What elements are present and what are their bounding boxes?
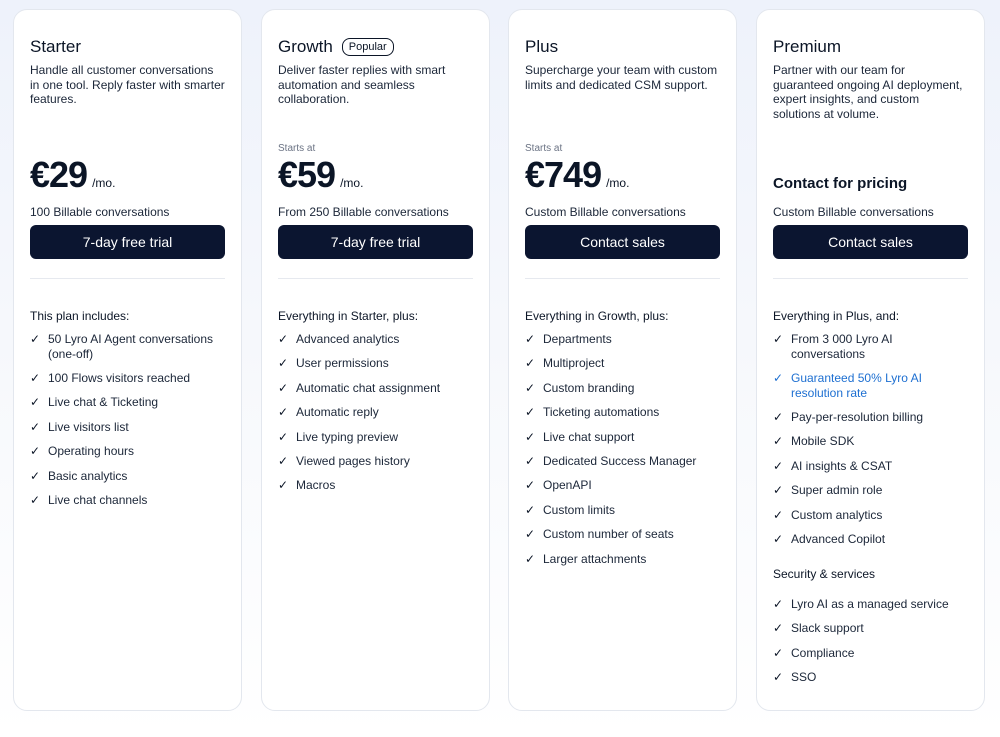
feature-item [773,646,968,661]
billable-conversations: From 250 Billable conversations [278,205,449,219]
feature-text: Advanced analytics [296,332,400,346]
check-icon: ✓ [278,405,289,420]
check-icon: ✓ [30,468,41,483]
feature-item [773,483,968,498]
check-icon: ✓ [773,507,784,522]
feature-text: Custom number of seats [543,527,674,542]
feature-text: Operating hours [48,444,135,459]
plan-name [278,37,394,57]
security-heading: Security & services [773,567,876,581]
check-icon: ✓ [525,453,536,468]
check-icon: ✓ [773,370,784,385]
feature-text: Mobile SDK [791,434,855,449]
feature-item [525,527,720,542]
feature-item [773,459,968,474]
feature-text: Lyro AI as a managed service [791,597,949,611]
feature-text: Guaranteed 50% Lyro AI resolution rate [791,370,922,400]
check-icon: ✓ [30,395,41,410]
feature-text: Basic analytics [48,468,128,483]
check-icon: ✓ [30,370,41,385]
check-icon: ✓ [278,453,289,468]
billable-conversations: Custom Billable conversations [773,205,934,219]
feature-item [773,434,968,449]
free-trial-button[interactable]: 7-day free trial [30,225,225,259]
price-amount: €29 [30,154,88,195]
check-icon: ✓ [773,332,784,346]
check-icon: ✓ [525,356,536,371]
feature-item [525,430,720,445]
contact-sales-button[interactable]: Contact sales [773,225,968,259]
feature-item [30,395,225,410]
check-icon: ✓ [525,478,536,493]
feature-text: Custom branding [543,380,635,395]
feature-item [773,508,968,523]
feature-text: Ticketing automations [543,405,660,420]
feature-item [773,621,968,636]
feature-item-highlighted [773,371,968,400]
check-icon: ✓ [773,409,784,424]
features-heading: Everything in Starter, plus: [278,309,419,323]
feature-item [773,532,968,547]
check-icon: ✓ [525,429,536,444]
feature-text: Live chat support [543,429,635,444]
check-icon: ✓ [30,444,41,459]
feature-item [30,444,225,459]
starts-at-label: Starts at [525,143,563,154]
feature-item [525,405,720,420]
feature-text: Macros [296,478,336,493]
feature-text: OpenAPI [543,478,592,493]
feature-item [30,371,225,386]
plan-card-premium [756,9,985,711]
divider [278,278,473,279]
plan-title: Premium [773,37,842,56]
feature-list [278,332,473,503]
divider [525,278,720,279]
billable-conversations: 100 Billable conversations [30,205,170,219]
feature-item [278,478,473,493]
feature-text: AI insights & CSAT [791,458,893,473]
contact-for-pricing: Contact for pricing [773,175,908,192]
billable-conversations: Custom Billable conversations [525,205,686,219]
check-icon: ✓ [773,670,784,685]
feature-item [30,469,225,484]
plan-card-starter [13,9,242,711]
starts-at-label: Starts at [278,143,316,154]
feature-text: Multiproject [543,356,605,371]
feature-item [525,381,720,396]
plan-description: Handle all customer conversations in one tool. Reply faster with smarter features. [30,63,225,107]
feature-text: Live visitors list [48,419,129,434]
feature-list [30,332,225,517]
features-heading: Everything in Growth, plus: [525,309,669,323]
check-icon: ✓ [525,527,536,542]
feature-text: Automatic chat assignment [296,380,441,395]
price-period: /mo. [606,176,630,190]
feature-text: Departments [543,332,612,346]
check-icon: ✓ [525,332,536,346]
check-icon: ✓ [525,405,536,420]
feature-item [278,332,473,347]
feature-item [773,670,968,685]
feature-text: User permissions [296,356,389,371]
feature-item [278,430,473,445]
divider [30,278,225,279]
feature-item [278,356,473,371]
feature-text: Slack support [791,621,864,636]
plan-description: Deliver faster replies with smart automation and seamless collaboration. [278,63,446,107]
contact-sales-button[interactable]: Contact sales [525,225,720,259]
plan-price [525,156,629,194]
check-icon: ✓ [278,356,289,371]
feature-list [525,332,720,576]
check-icon: ✓ [278,478,289,493]
feature-text: Pay-per-resolution billing [791,409,924,424]
feature-text: Dedicated Success Manager [543,453,697,468]
check-icon: ✓ [30,332,41,346]
feature-item [525,552,720,567]
feature-text: Live chat & Ticketing [48,395,159,410]
plan-title: Starter [30,37,82,56]
feature-text: Automatic reply [296,405,379,420]
feature-item [773,410,968,425]
features-heading: Everything in Plus, and: [773,309,900,323]
feature-item [30,420,225,435]
feature-text: Live chat channels [48,492,148,507]
plan-price [30,156,115,194]
feature-item [773,332,968,361]
check-icon: ✓ [773,531,784,546]
check-icon: ✓ [278,429,289,444]
check-icon: ✓ [773,434,784,449]
feature-item [30,493,225,508]
feature-item [525,478,720,493]
plan-name [30,37,81,57]
plan-title: Plus [525,37,559,56]
feature-text: Compliance [791,645,855,660]
plan-title: Growth [278,37,333,56]
feature-text: Custom limits [543,502,616,517]
plan-price [278,156,363,194]
plan-card-growth [261,9,490,711]
feature-text: Super admin role [791,483,883,498]
popular-badge: Popular [342,38,394,56]
feature-item [30,332,225,361]
feature-text: 100 Flows visitors reached [48,370,191,385]
feature-text: Larger attachments [543,551,647,566]
plan-name [525,37,558,57]
plan-card-plus [508,9,737,711]
feature-item [278,381,473,396]
feature-item [525,332,720,347]
feature-item [278,405,473,420]
check-icon: ✓ [30,419,41,434]
check-icon: ✓ [525,380,536,395]
check-icon: ✓ [278,332,289,346]
feature-item [525,454,720,469]
feature-item [525,503,720,518]
feature-text: Custom analytics [791,507,883,522]
feature-text: SSO [791,670,817,685]
check-icon: ✓ [525,502,536,517]
feature-text: 50 Lyro AI Agent conversations (one-off) [48,332,213,361]
divider [773,278,968,279]
feature-item [278,454,473,469]
check-icon: ✓ [30,492,41,507]
security-feature-list [773,597,968,695]
price-amount: €59 [278,154,336,195]
plan-description: Partner with our team for guaranteed ongoing AI deployment, expert insights, and custom solutions at volume. [773,63,963,121]
check-icon: ✓ [773,483,784,498]
feature-text: Live typing preview [296,429,399,444]
check-icon: ✓ [525,551,536,566]
check-icon: ✓ [773,621,784,636]
feature-text: Viewed pages history [296,453,410,468]
plan-name [773,37,841,57]
price-period: /mo. [92,176,116,190]
feature-text: From 3 000 Lyro AI conversations [791,332,893,361]
features-heading: This plan includes: [30,309,130,323]
feature-item [525,356,720,371]
plan-description: Supercharge your team with custom limits and dedicated CSM support. [525,63,718,92]
feature-item [773,597,968,612]
check-icon: ✓ [773,645,784,660]
check-icon: ✓ [773,458,784,473]
check-icon: ✓ [278,380,289,395]
price-amount: €749 [525,154,602,195]
feature-list [773,332,968,556]
feature-text: Advanced Copilot [791,531,886,546]
free-trial-button[interactable]: 7-day free trial [278,225,473,259]
check-icon: ✓ [773,597,784,611]
price-period: /mo. [340,176,364,190]
